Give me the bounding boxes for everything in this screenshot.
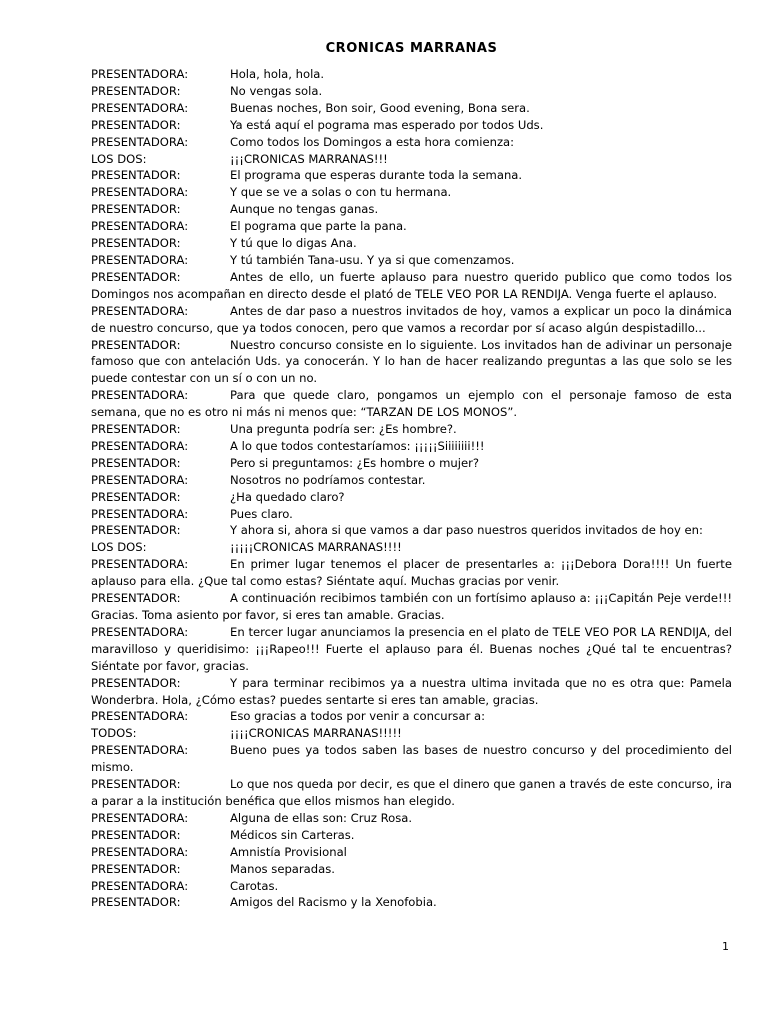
speaker-label: PRESENTADOR: — [91, 777, 181, 792]
speaker-label: PRESENTADOR: — [91, 202, 181, 217]
speaker-label: PRESENTADORA: — [91, 810, 189, 825]
speaker-label: PRESENTADOR: — [91, 827, 181, 842]
dialogue-line — [91, 421, 732, 438]
speaker-label: PRESENTADORA: — [91, 506, 189, 521]
speaker-label: PRESENTADOR: — [91, 861, 181, 876]
speaker-label: PRESENTADOR: — [91, 591, 181, 606]
speaker-label: PRESENTADORA: — [91, 134, 189, 149]
speaker-label: PRESENTADOR: — [91, 236, 181, 251]
dialogue-text: Y ahora si, ahora si que vamos a dar paso nuestros queridos invitados de hoy en: — [230, 523, 703, 538]
speaker-label: PRESENTADOR: — [91, 489, 181, 504]
dialogue-text: Buenas noches, Bon soir, Good evening, Bona sera. — [230, 100, 530, 115]
speaker-label: PRESENTADORA: — [91, 844, 189, 859]
speaker-label: PRESENTADOR: — [91, 117, 181, 132]
dialogue-line — [91, 252, 732, 269]
dialogue-text: Y para terminar recibimos ya a nuestra ultima invitada que no es otra que: Pamela Wonderbra. Hola, ¿Cómo estas? puedes sentarte si eres tan amable, gracias. — [91, 675, 732, 707]
dialogue-text: Antes de dar paso a nuestros invitados de hoy, vamos a explicar un poco la dinámica de nuestro concurso, que ya todos conocen, pero que vamos a recordar por sí acaso algún despistadillo... — [91, 303, 732, 335]
dialogue-text: Pues claro. — [230, 506, 293, 521]
dialogue-text: Antes de ello, un fuerte aplauso para nuestro querido publico que como todos los Domingos nos acompañan en directo desde el plató de TELE VEO POR LA RENDIJA. Venga fuerte el aplauso. — [91, 269, 732, 301]
dialogue-line — [91, 878, 732, 895]
speaker-label: PRESENTADORA: — [91, 624, 189, 639]
dialogue-line — [91, 455, 732, 472]
dialogue-text: Lo que nos queda por decir, es que el dinero que ganen a través de este concurso, ira a parar a la institución benéfica que ellos mismos han elegido. — [91, 777, 732, 808]
speaker-label: PRESENTADORA: — [91, 219, 189, 234]
speaker-label: PRESENTADORA: — [91, 252, 189, 267]
dialogue-line — [91, 184, 732, 201]
dialogue-text: El programa que esperas durante toda la semana. — [230, 168, 523, 183]
dialogue-line — [91, 742, 732, 776]
speaker-label: PRESENTADOR: — [91, 168, 181, 183]
document-title: CRONICAS MARRANAS — [325, 41, 498, 56]
dialogue-text: Amnistía Provisional — [230, 844, 347, 859]
dialogue-line — [91, 894, 732, 911]
dialogue-text: Carotas. — [230, 878, 279, 893]
dialogue-text: ¡¡¡CRONICAS MARRANAS!!! — [230, 151, 388, 166]
speaker-label: PRESENTADOR: — [91, 523, 181, 538]
dialogue-line — [91, 337, 732, 388]
dialogue-text: Para que quede claro, pongamos un ejemplo con el personaje famoso de esta semana, que no es otro ni más ni menos que: “TARZAN DE LOS MONOS”. — [91, 388, 732, 420]
dialogue-line — [91, 438, 732, 455]
dialogue-line — [91, 100, 732, 117]
speaker-label: PRESENTADORA: — [91, 472, 189, 487]
dialogue-text: En primer lugar tenemos el placer de presentarles a: ¡¡¡Debora Dora!!!! Un fuerte aplauso para ella. ¿Que tal como estas? Siéntate aquí. Muchas gracias por venir. — [91, 557, 732, 589]
dialogue-text: El pograma que parte la pana. — [230, 219, 407, 234]
speaker-label: PRESENTADORA: — [91, 743, 189, 758]
speaker-label: PRESENTADORA: — [91, 709, 189, 724]
dialogue-line — [91, 776, 732, 810]
dialogue-line — [91, 506, 732, 523]
speaker-label: TODOS: — [91, 726, 137, 741]
dialogue-line — [91, 624, 732, 675]
speaker-label: LOS DOS: — [91, 151, 147, 166]
dialogue-line — [91, 167, 732, 184]
dialogue-line — [91, 810, 732, 827]
dialogue-text: Nosotros no podríamos contestar. — [230, 472, 426, 487]
dialogue-text: Una pregunta podría ser: ¿Es hombre?. — [230, 422, 457, 437]
dialogue-line — [91, 83, 732, 100]
dialogue-text: En tercer lugar anunciamos la presencia en el plato de TELE VEO POR LA RENDIJA, del maravilloso y queridisimo: ¡¡¡Rapeo!!! Fuerte el aplauso para él. Buenas noches ¿Qué tal te encuentras? Siéntate por favor, gracias. — [91, 624, 732, 673]
dialogue-text: Como todos los Domingos a esta hora comienza: — [230, 134, 515, 149]
speaker-label: PRESENTADORA: — [91, 388, 189, 403]
dialogue-line — [91, 387, 732, 421]
speaker-label: PRESENTADOR: — [91, 337, 181, 352]
dialogue-text: A continuación recibimos también con un fortísimo aplauso a: ¡¡¡Capitán Peje verde!!! Gracias. Toma asiento por favor, si eres tan amable. Gracias. — [91, 591, 732, 622]
dialogue-text: Eso gracias a todos por venir a concursar a: — [230, 709, 486, 724]
speaker-label: PRESENTADOR: — [91, 675, 181, 690]
dialogue-line — [91, 151, 732, 168]
dialogue-line — [91, 201, 732, 218]
dialogue-line — [91, 844, 732, 861]
dialogue-line — [91, 66, 732, 83]
speaker-label: PRESENTADOR: — [91, 83, 181, 98]
dialogue-text: ¡¡¡¡CRONICAS MARRANAS!!!!! — [230, 726, 402, 741]
dialogue-line — [91, 708, 732, 725]
speaker-label: PRESENTADOR: — [91, 422, 181, 437]
dialogue-text: ¿Ha quedado claro? — [230, 489, 345, 504]
dialogue-line — [91, 827, 732, 844]
dialogue-text: Hola, hola, hola. — [230, 67, 325, 81]
speaker-label: PRESENTADORA: — [91, 100, 189, 115]
dialogue-text: Manos separadas. — [230, 861, 335, 876]
script-body — [91, 66, 732, 911]
dialogue-line — [91, 539, 732, 556]
speaker-label: PRESENTADOR: — [91, 455, 181, 470]
dialogue-line — [91, 861, 732, 878]
dialogue-text: Aunque no tengas ganas. — [230, 202, 379, 217]
dialogue-text: Amigos del Racismo y la Xenofobia. — [230, 895, 437, 910]
dialogue-text: Y tú que lo digas Ana. — [230, 236, 357, 251]
dialogue-line — [91, 218, 732, 235]
speaker-label: PRESENTADORA: — [91, 557, 189, 572]
page-number: 1 — [722, 940, 729, 953]
speaker-label: PRESENTADORA: — [91, 303, 189, 318]
dialogue-line — [91, 675, 732, 709]
dialogue-line — [91, 117, 732, 134]
dialogue-line — [91, 489, 732, 506]
dialogue-line — [91, 522, 732, 539]
dialogue-text: ¡¡¡¡¡CRONICAS MARRANAS!!!! — [230, 540, 402, 555]
speaker-label: PRESENTADORA: — [91, 185, 189, 200]
dialogue-line — [91, 303, 732, 337]
dialogue-text: No vengas sola. — [230, 83, 323, 98]
dialogue-line — [91, 556, 732, 590]
dialogue-text: Y tú también Tana-usu. Y ya si que comenzamos. — [230, 252, 515, 267]
speaker-label: LOS DOS: — [91, 540, 147, 555]
speaker-label: PRESENTADORA: — [91, 67, 189, 81]
dialogue-text: Nuestro concurso consiste en lo siguiente. Los invitados han de adivinar un personaje famoso que con antelación Uds. ya conocerán. Y lo han de hacer realizando preguntas a las que solo se les puede contestar con un sí o con un no. — [91, 337, 732, 386]
dialogue-text: Médicos sin Carteras. — [230, 827, 355, 842]
dialogue-line — [91, 590, 732, 624]
dialogue-text: Alguna de ellas son: Cruz Rosa. — [230, 810, 413, 825]
dialogue-text: Pero si preguntamos: ¿Es hombre o mujer? — [230, 455, 479, 470]
dialogue-line — [91, 235, 732, 252]
dialogue-line — [91, 134, 732, 151]
dialogue-text: Bueno pues ya todos saben las bases de nuestro concurso y del procedimiento del mismo. — [91, 743, 732, 775]
dialogue-line — [91, 269, 732, 303]
dialogue-line — [91, 725, 732, 742]
dialogue-line — [91, 472, 732, 489]
speaker-label: PRESENTADOR: — [91, 895, 181, 910]
speaker-label: PRESENTADOR: — [91, 269, 181, 284]
dialogue-text: Y que se ve a solas o con tu hermana. — [230, 185, 452, 200]
speaker-label: PRESENTADORA: — [91, 438, 189, 453]
document-page — [91, 40, 732, 911]
dialogue-text: Ya está aquí el pograma mas esperado por todos Uds. — [230, 117, 544, 132]
dialogue-text: A lo que todos contestaríamos: ¡¡¡¡¡Siiiiiiii!!! — [230, 438, 485, 453]
speaker-label: PRESENTADORA: — [91, 878, 189, 893]
